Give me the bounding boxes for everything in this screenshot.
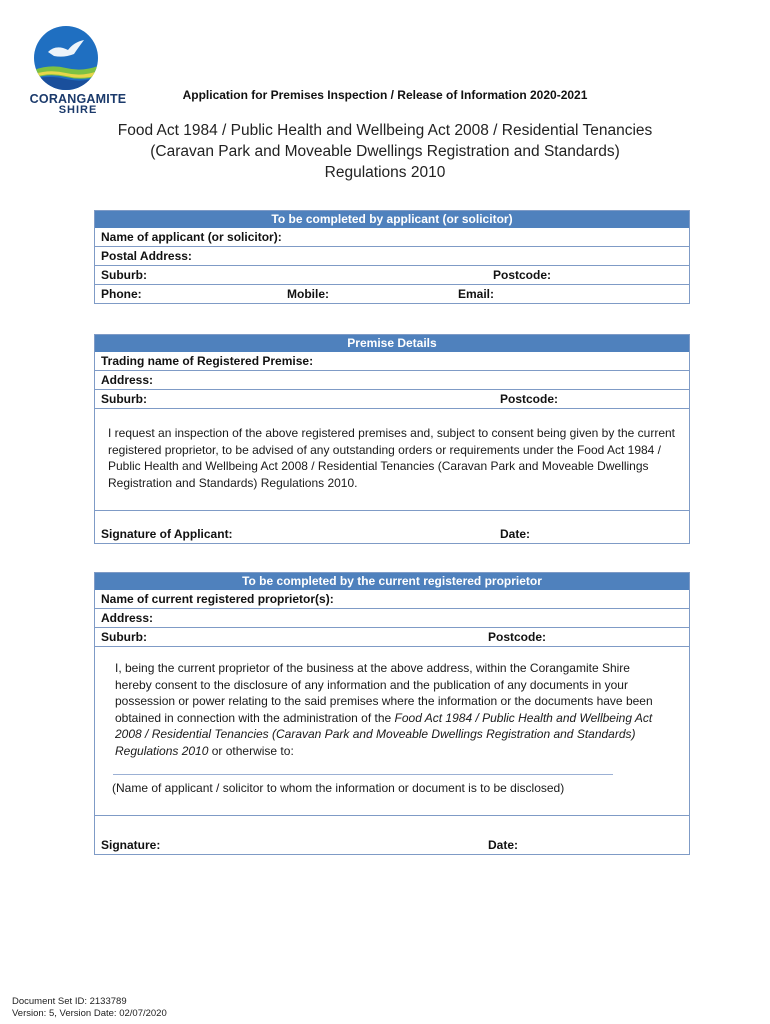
- applicant-postal-row[interactable]: [95, 246, 689, 265]
- premise-address-label: Address:: [101, 373, 154, 387]
- proprietor-section-heading: To be completed by the current registered proprietor: [95, 573, 689, 590]
- proprietor-postcode-label: Postcode:: [488, 630, 547, 644]
- applicant-phone-label: Phone:: [101, 287, 142, 301]
- applicant-suburb-label: Suburb:: [101, 268, 147, 282]
- acts-line-2: (Caravan Park and Moveable Dwellings Registration and Standards): [150, 143, 620, 160]
- proprietor-signature-row[interactable]: [95, 815, 689, 854]
- inspection-request-block: [95, 408, 689, 510]
- inspection-request-text: I request an inspection of the above registered premises and, subject to consent being given by the current registered proprietor, to be advised of any outstanding orders or requirements under the Food Act 1984 / Public Health and Wellbeing Act 2008 / Residential Tenancies (Caravan Park and Moveable Dwellings Registration and Standards) Regulations 2010.: [108, 426, 676, 490]
- proprietor-signature-label: Signature:: [101, 838, 161, 852]
- document-footer: [12, 996, 167, 1020]
- document-id: Document Set ID: 2133789: [12, 996, 127, 1007]
- proprietor-address-label: Address:: [101, 611, 154, 625]
- acts-line-3: Regulations 2010: [324, 164, 446, 181]
- proprietor-name-label: Name of current registered proprietor(s):: [101, 592, 334, 606]
- applicant-signature-label: Signature of Applicant:: [101, 527, 233, 541]
- consent-block: [95, 646, 689, 815]
- applicant-name-row[interactable]: [95, 228, 689, 246]
- logo-name: CORANGAMITE: [29, 92, 127, 106]
- acts-heading: [60, 120, 710, 183]
- document-version: Version: 5, Version Date: 02/07/2020: [12, 1008, 167, 1019]
- applicant-signature-row[interactable]: [95, 510, 689, 543]
- applicant-section: [94, 210, 690, 304]
- premise-trading-row[interactable]: [95, 352, 689, 370]
- logo-emblem-icon: [34, 26, 98, 90]
- recipient-name-line[interactable]: [113, 774, 613, 775]
- premise-postcode-label: Postcode:: [500, 392, 559, 406]
- premise-suburb-row[interactable]: [95, 389, 689, 408]
- applicant-section-heading: To be completed by applicant (or solicitor): [95, 211, 689, 228]
- applicant-email-label: Email:: [458, 287, 495, 301]
- proprietor-name-row[interactable]: [95, 590, 689, 608]
- applicant-contact-row[interactable]: [95, 284, 689, 303]
- premise-section: [94, 334, 690, 544]
- applicant-mobile-label: Mobile:: [287, 287, 329, 301]
- proprietor-section: [94, 572, 690, 855]
- consent-text: [115, 660, 655, 759]
- applicant-postal-label: Postal Address:: [101, 249, 192, 263]
- applicant-name-label: Name of applicant (or solicitor):: [101, 230, 282, 244]
- council-logo: [28, 22, 128, 122]
- proprietor-suburb-label: Suburb:: [101, 630, 147, 644]
- premise-address-row[interactable]: [95, 370, 689, 389]
- consent-text-start: I, being the current proprietor of the business at the above address, within the Corangamite Shire hereby consent to the disclosure of any information and the publication of any documents in your possession or power relating to the said premises where the information or the documents have been obtained in connection with the administration of the: [115, 661, 653, 725]
- acts-line-1: Food Act 1984 / Public Health and Wellbeing Act 2008 / Residential Tenancies: [117, 122, 653, 139]
- applicant-date-label: Date:: [500, 527, 531, 541]
- consent-text-acts: Food Act 1984 / Public Health and Wellbeing Act 2008 / Residential Tenancies (Caravan Park and Moveable Dwellings Registration and Standards) Regulations 2010: [115, 710, 653, 758]
- proprietor-address-row[interactable]: [95, 608, 689, 627]
- recipient-name-note: (Name of applicant / solicitor to whom the information or document is to be disclosed): [112, 781, 565, 795]
- applicant-suburb-row[interactable]: [95, 265, 689, 284]
- proprietor-suburb-row[interactable]: [95, 627, 689, 646]
- premise-trading-label: Trading name of Registered Premise:: [101, 354, 314, 368]
- consent-text-end: or otherwise to:: [208, 743, 294, 758]
- applicant-postcode-label: Postcode:: [493, 268, 552, 282]
- proprietor-date-label: Date:: [488, 838, 519, 852]
- logo-subtitle: SHIRE: [58, 104, 98, 116]
- premise-suburb-label: Suburb:: [101, 392, 147, 406]
- application-title: Application for Premises Inspection / Release of Information 2020-2021: [182, 88, 588, 102]
- premise-section-heading: Premise Details: [95, 335, 689, 352]
